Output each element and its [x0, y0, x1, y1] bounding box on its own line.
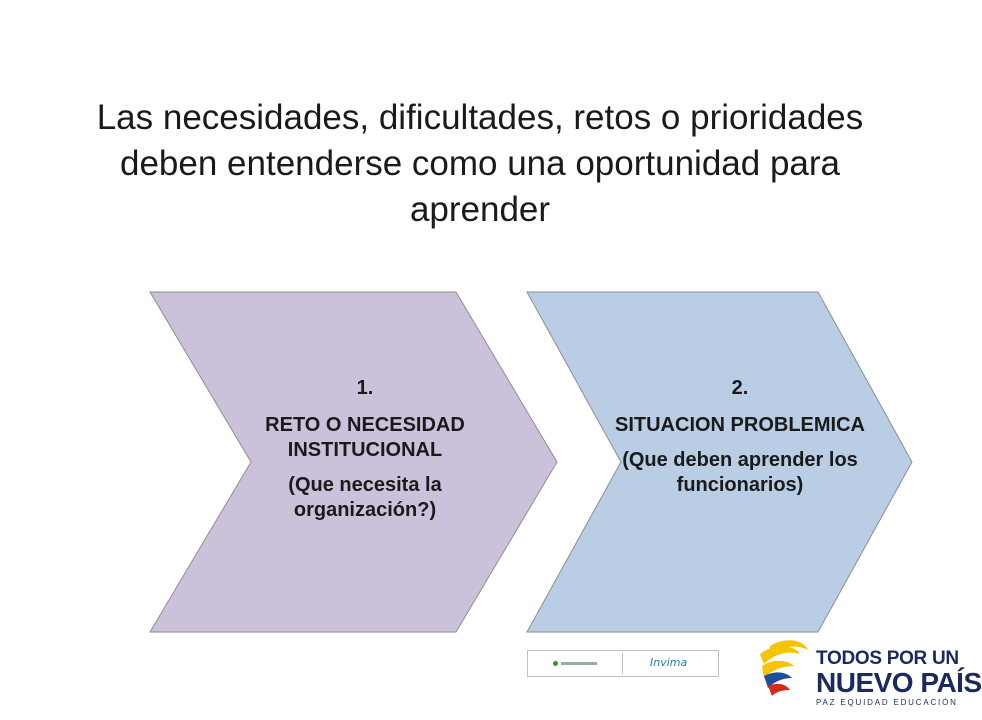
- brand-line-1: TODOS POR UN: [816, 648, 959, 669]
- step-2-number: 2.: [731, 377, 749, 399]
- brand-line-3: PAZ EQUIDAD EDUCACIÓN: [816, 698, 958, 707]
- brand-line-2: NUEVO PAÍS: [816, 667, 982, 698]
- brand-text: [816, 648, 982, 708]
- step-1-heading: RETO O NECESIDAD INSTITUCIONAL: [265, 414, 465, 461]
- invima-logo: Invima: [650, 656, 688, 669]
- step-2-heading: SITUACION PROBLEMICA: [615, 414, 865, 436]
- logo-divider: [622, 653, 623, 674]
- step-1-text: [240, 376, 490, 523]
- ministry-logo: [538, 660, 612, 666]
- step-2-text: [615, 376, 865, 498]
- step-2-subtitle: (Que deben aprender los funcionarios): [622, 449, 858, 496]
- partner-logos-strip: [527, 650, 719, 677]
- step-1-subtitle: (Que necesita la organización?): [288, 474, 442, 521]
- colombia-brand-emblem-icon: [752, 632, 814, 696]
- step-1-number: 1.: [356, 377, 374, 399]
- slide-title: Las necesidades, dificultades, retos o prioridades deben entenderse como una oportunidad para aprender: [96, 98, 864, 229]
